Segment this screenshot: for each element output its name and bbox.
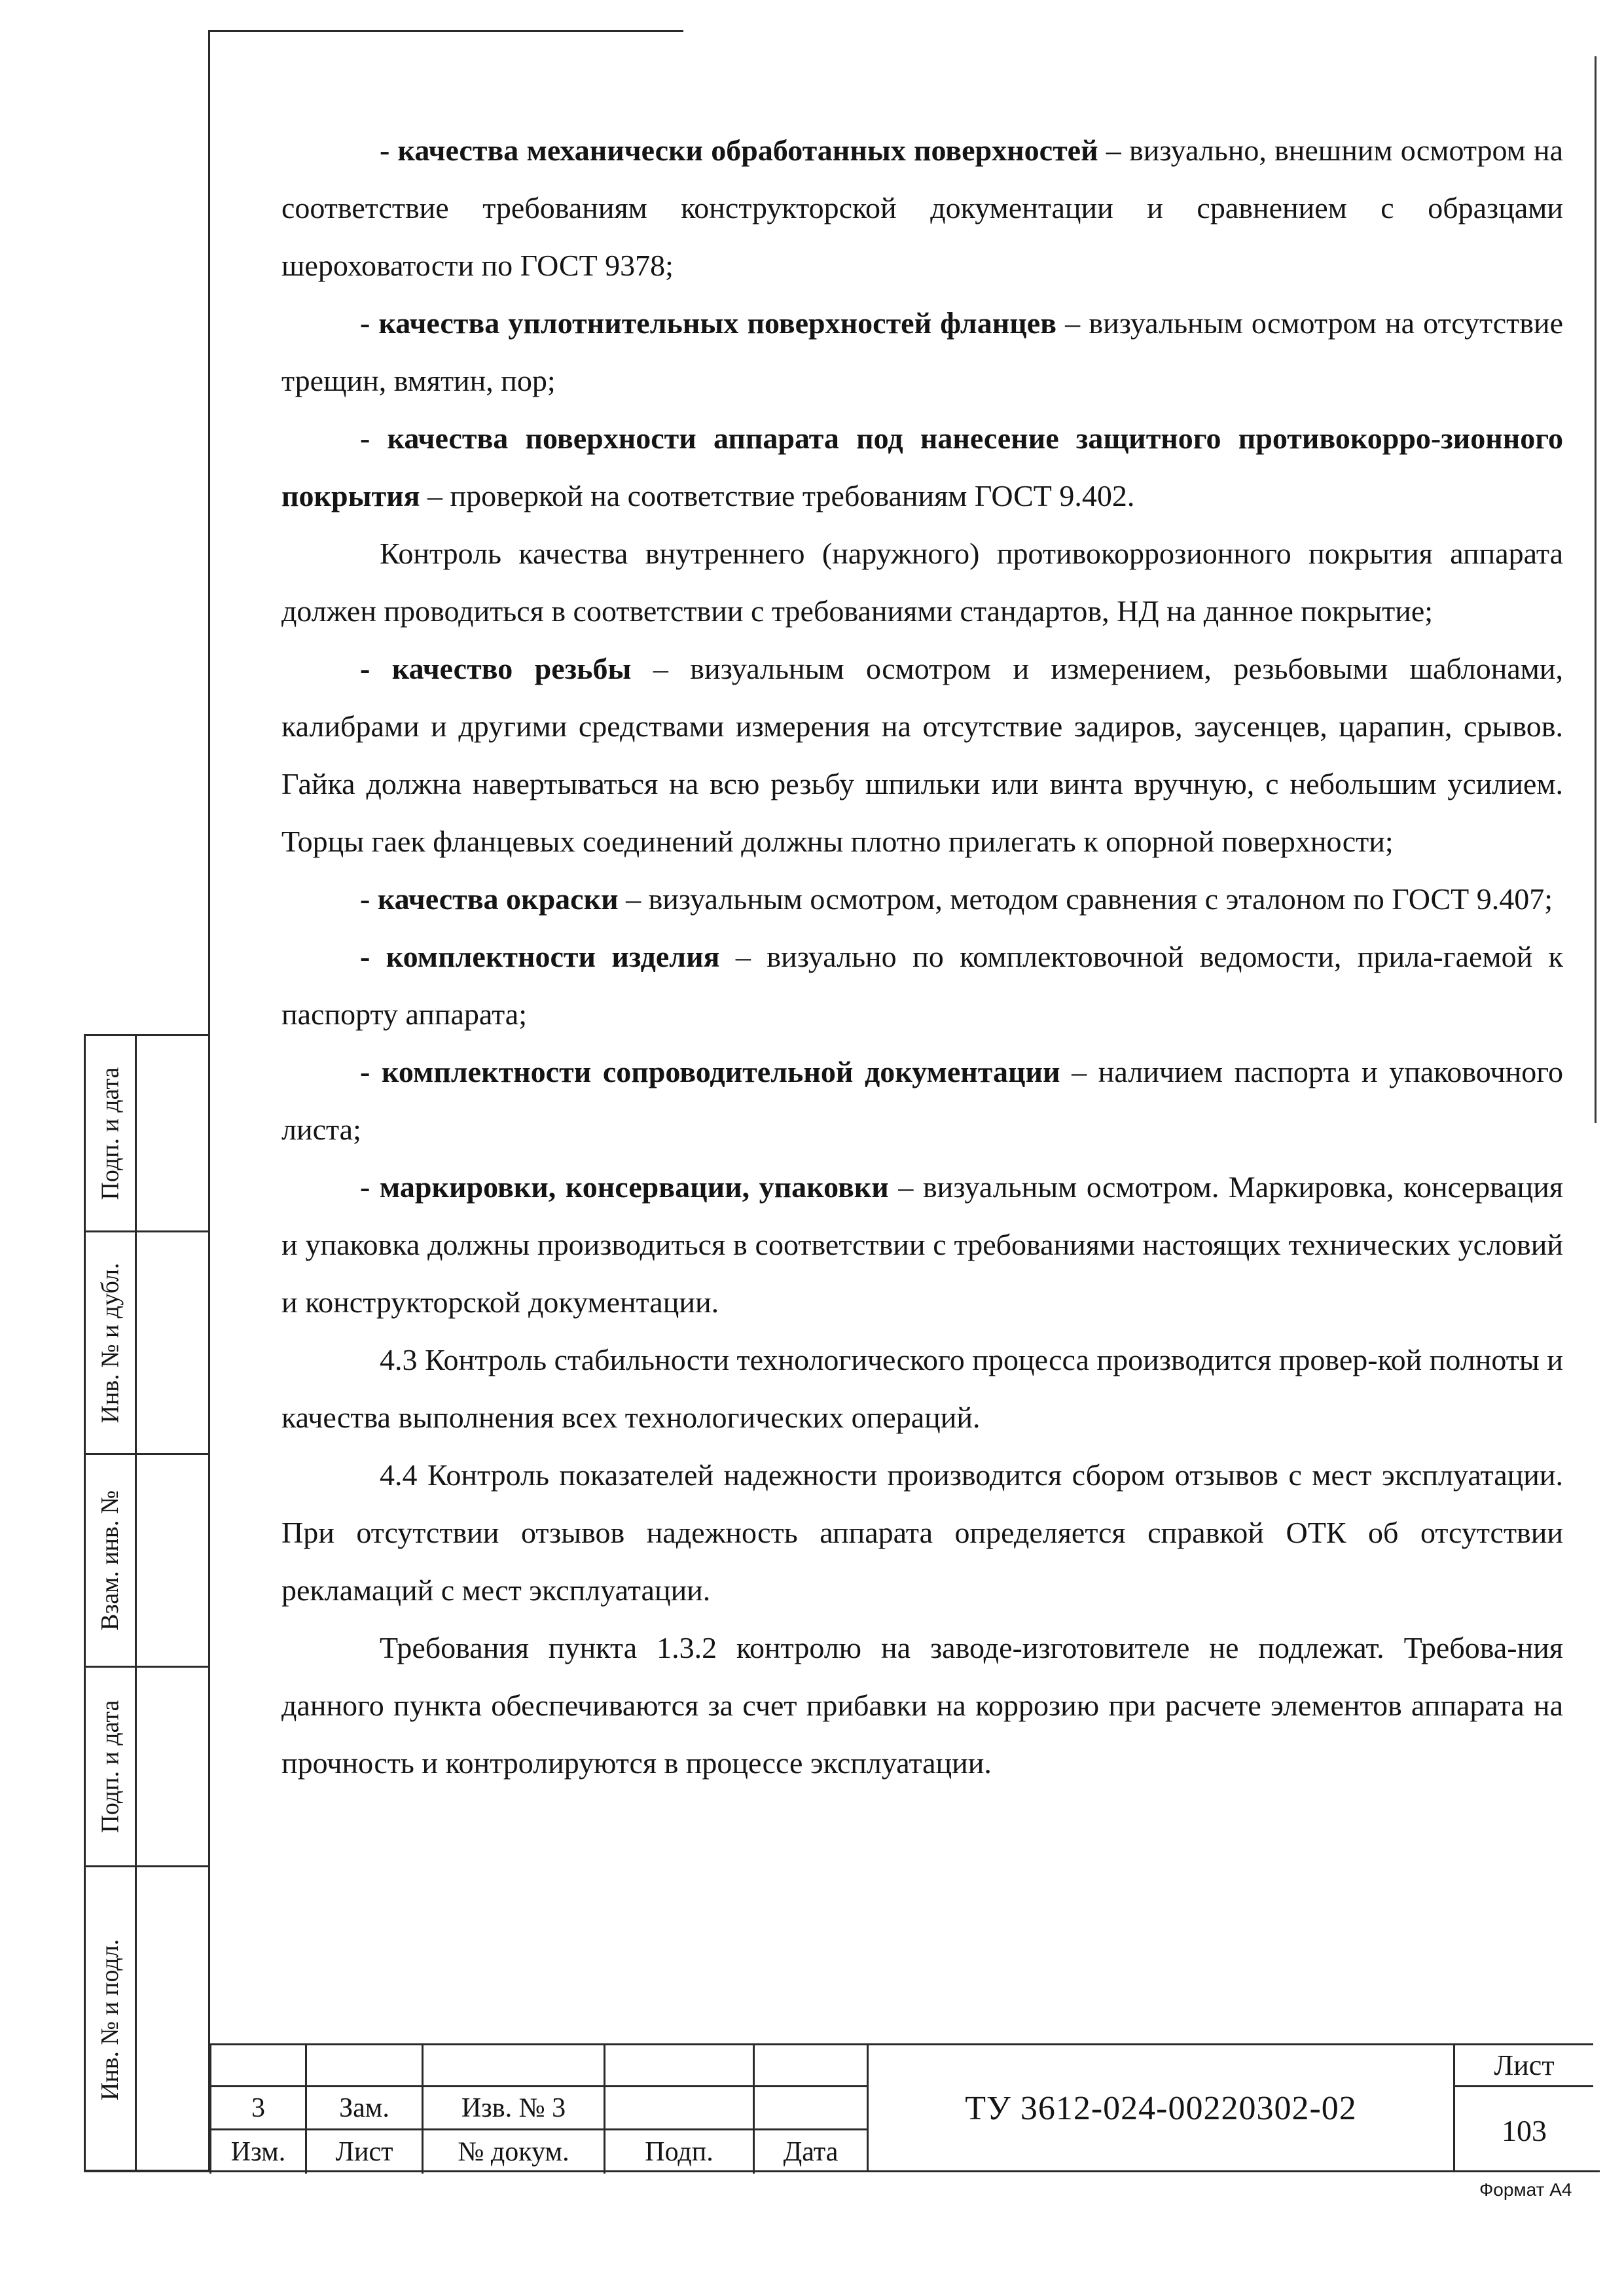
paragraph-product-completeness: [281, 928, 1563, 1043]
top-rule: [208, 30, 683, 32]
paragraph-bold-lead: - качества поверхности аппарата под нанесение защитного противокорро-зионного покрытия: [281, 422, 1563, 512]
paragraph-text: – визуальным осмотром на отсутствие трещин, вмятин, пор;: [281, 306, 1563, 397]
empty-cell: [209, 2045, 305, 2087]
paragraph-bold-lead: - качество резьбы: [360, 652, 632, 685]
stamp-label: Подп. и дата: [96, 1700, 124, 1833]
paragraph-documentation-completeness: [281, 1043, 1563, 1158]
revision-document: Изв. № 3: [422, 2087, 604, 2130]
paragraph-bold-lead: - комплектности сопроводительной документации: [360, 1055, 1060, 1088]
paragraph-machined-surfaces: [281, 122, 1563, 295]
paragraph-text: 4.3 Контроль стабильности технологического процесса производится провер-кой полноты и качества выполнения всех технологических операций.: [281, 1343, 1563, 1434]
paragraph-text: – наличием паспорта и упаковочного листа;: [281, 1055, 1564, 1146]
binding-stamp-column: [84, 1034, 208, 2172]
paragraph-bold-lead: - качества окраски: [360, 882, 619, 916]
paragraph-painting-quality: [281, 870, 1563, 928]
paragraph-text: 4.4 Контроль показателей надежности производится сбором отзывов с мест эксплуатации. При отсутствии отзывов надежность аппарата определяется справкой ОТК об отсутствии рекламаций с мест эксплуатации.: [281, 1458, 1563, 1607]
header-sheet: Лист: [305, 2130, 422, 2174]
revision-signature: [604, 2087, 753, 2130]
header-signature: Подп.: [604, 2130, 753, 2174]
stamp-cell-sign-date-1: [86, 1036, 208, 1232]
paragraph-marking-packing: [281, 1158, 1563, 1331]
header-change: Изм.: [209, 2130, 305, 2174]
paragraph-bold-lead: - качества механически обработанных поверхностей: [380, 134, 1098, 167]
paragraph-coating-control: [281, 525, 1563, 640]
paragraph-text: – визуально, внешним осмотром на соответствие требованиям конструкторской документации и сравнением с образцами шероховатости по ГОСТ 9378;: [281, 134, 1563, 282]
paragraph-requirements-1-3-2: [281, 1619, 1563, 1792]
paragraph-text: – визуальным осмотром, методом сравнения с эталоном по ГОСТ 9.407;: [618, 882, 1553, 916]
paragraph-section-4-4: [281, 1446, 1563, 1619]
stamp-cell-inv-orig: [86, 1867, 208, 2172]
sheet-number: 103: [1502, 2113, 1547, 2147]
stamp-label: Инв. № и дубл.: [96, 1263, 124, 1423]
revision-sheet: Зам.: [305, 2087, 422, 2130]
paragraph-bold-lead: - качества уплотнительных поверхностей фланцев: [360, 306, 1057, 340]
document-body: [281, 122, 1563, 1792]
header-date: Дата: [753, 2130, 867, 2174]
stamp-label: Взам. инв. №: [96, 1490, 124, 1631]
sheet-label: Лист: [1455, 2045, 1593, 2087]
paragraph-bold-lead: - комплектности изделия: [360, 940, 720, 973]
stamp-label: Инв. № и подл.: [96, 1939, 124, 2100]
stamp-cell-replace-inv: [86, 1455, 208, 1668]
revision-table: [209, 2043, 867, 2172]
empty-cell: [305, 2045, 422, 2087]
revision-change-number: 3: [209, 2087, 305, 2130]
paper-format-label: Формат А4: [1479, 2179, 1572, 2200]
paragraph-text: – визуальным осмотром и измерением, резьбовыми шаблонами, калибрами и другими средствами измерения на отсутствие задиров, заусенцев, царапин, срывов. Гайка должна навертываться на всю резьбу шпильки или винта вручную, с небольшим усилием. Торцы гаек фланцевых соединений должны плотно прилегать к опорной поверхности;: [281, 652, 1563, 858]
paragraph-section-4-3: [281, 1331, 1563, 1446]
revision-date: [753, 2087, 867, 2130]
title-block: [209, 2043, 1593, 2172]
paragraph-anticorrosion-surface: [281, 410, 1563, 525]
paragraph-text: – визуальным осмотром. Маркировка, консервация и упаковка должны производиться в соответствии с требованиями настоящих технических условий и конструкторской документации.: [281, 1170, 1563, 1319]
stamp-cell-inv-dup: [86, 1232, 208, 1455]
frame-left-border: [208, 30, 210, 2172]
paragraph-text: Требования пункта 1.3.2 контролю на заводе-изготовителе не подлежат. Требова-ния данного пункта обеспечиваются за счет прибавки на коррозию при расчете элементов аппарата на прочность и контролируются в процессе эксплуатации.: [281, 1631, 1563, 1780]
sheet-box: [1453, 2043, 1593, 2172]
header-document: № докум.: [422, 2130, 604, 2174]
stamp-label: Подп. и дата: [96, 1066, 124, 1200]
empty-cell: [604, 2045, 753, 2087]
paragraph-bold-lead: - маркировки, консервации, упаковки: [360, 1170, 889, 1204]
stamp-cell-sign-date-2: [86, 1668, 208, 1867]
document-code: ТУ 3612-024-00220302-02: [867, 2043, 1453, 2172]
empty-cell: [753, 2045, 867, 2087]
paragraph-text: Контроль качества внутреннего (наружного) противокоррозионного покрытия аппарата должен проводиться в соответствии с требованиями стандартов, НД на данное покрытие;: [281, 537, 1563, 628]
empty-cell: [422, 2045, 604, 2087]
frame-right-border: [1595, 56, 1597, 1123]
paragraph-sealing-surfaces: [281, 295, 1563, 410]
paragraph-text: – проверкой на соответствие требованиям ГОСТ 9.402.: [420, 479, 1135, 512]
paragraph-text: – визуально по комплектовочной ведомости, прила-гаемой к паспорту аппарата;: [281, 940, 1563, 1031]
paragraph-thread-quality: [281, 640, 1563, 870]
